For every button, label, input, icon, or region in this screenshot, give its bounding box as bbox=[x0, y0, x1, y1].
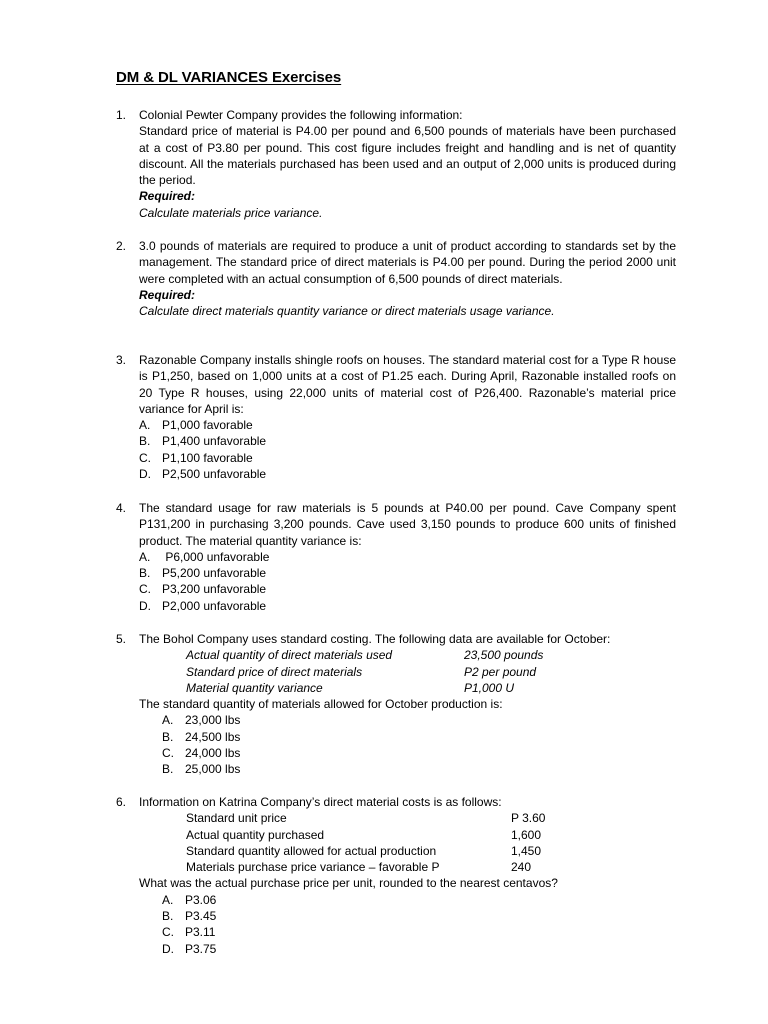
option-letter: A. bbox=[139, 549, 151, 564]
option-letter: B. bbox=[139, 434, 151, 449]
answer-option bbox=[139, 450, 676, 466]
data-row bbox=[139, 647, 676, 663]
answer-option bbox=[162, 745, 676, 761]
answer-option bbox=[139, 581, 676, 597]
data-row-label: Actual quantity of direct materials used bbox=[186, 648, 393, 663]
option-letter: A. bbox=[162, 892, 174, 907]
answer-option bbox=[139, 466, 676, 482]
data-row-label: Standard unit price bbox=[186, 811, 287, 826]
option-text: 23,000 lbs bbox=[185, 713, 241, 728]
option-letter: B. bbox=[139, 566, 151, 581]
option-text: P1,400 unfavorable bbox=[162, 434, 267, 449]
answer-option bbox=[139, 417, 676, 433]
option-text: P1,100 favorable bbox=[162, 450, 253, 465]
question-number: 6. bbox=[116, 795, 127, 809]
option-letter: D. bbox=[139, 467, 151, 482]
option-letter: B. bbox=[162, 729, 174, 744]
required-label: Required: bbox=[139, 287, 196, 302]
required-label: Required: bbox=[139, 189, 196, 204]
option-letter: B. bbox=[162, 909, 174, 924]
data-row bbox=[139, 843, 676, 859]
option-text: P6,000 unfavorable bbox=[162, 549, 270, 564]
data-row-value: 1,450 bbox=[511, 843, 542, 858]
question-number: 5. bbox=[116, 632, 127, 646]
option-text: P3,200 unfavorable bbox=[162, 582, 267, 597]
question-number: 1. bbox=[116, 108, 127, 122]
answer-option bbox=[139, 549, 676, 565]
question-5 bbox=[116, 631, 676, 778]
answer-option bbox=[162, 908, 676, 924]
option-text: P2,000 unfavorable bbox=[162, 598, 267, 613]
question-number: 3. bbox=[116, 353, 127, 367]
data-row-value: 1,600 bbox=[511, 827, 542, 842]
option-letter: C. bbox=[139, 450, 151, 465]
data-row-value: 240 bbox=[511, 860, 532, 875]
question-paragraph: The standard usage for raw materials is 5 pounds at P40.00 per pound. Cave Company spent P131,200 in purchasing 3,200 pounds. Cave used 3,150 pounds to produce 600 units of finished product. The material quantity variance is: bbox=[139, 501, 676, 548]
data-row bbox=[139, 664, 676, 680]
question-intro: Colonial Pewter Company provides the following information: bbox=[139, 108, 463, 122]
page-title: DM & DL VARIANCES Exercises bbox=[116, 69, 342, 86]
question-3 bbox=[116, 352, 676, 482]
option-letter: D. bbox=[162, 941, 174, 956]
data-row-value: P1,000 U bbox=[464, 680, 515, 695]
option-letter: A. bbox=[139, 418, 151, 433]
option-letter: B. bbox=[162, 762, 174, 777]
answer-option bbox=[139, 598, 676, 614]
data-row bbox=[139, 827, 676, 843]
option-text: P1,000 favorable bbox=[162, 418, 253, 433]
data-row-value: 23,500 pounds bbox=[464, 648, 544, 663]
required-text: Calculate direct materials quantity variance or direct materials usage variance. bbox=[139, 304, 555, 319]
option-text: P3.75 bbox=[185, 941, 217, 956]
answer-option bbox=[162, 924, 676, 940]
question-paragraph: Razonable Company installs shingle roofs on houses. The standard material cost for a Type R house is P1,250, based on 1,000 units at a cost of P1.25 each. During April, Razonable installed roofs on 20 Type R houses, using 22,000 units of material cost of P26,400. Razonable’s material price variance for April is: bbox=[139, 353, 676, 416]
answer-option bbox=[139, 433, 676, 449]
option-letter: C. bbox=[162, 925, 174, 940]
option-text: P5,200 unfavorable bbox=[162, 566, 267, 581]
question-prompt: What was the actual purchase price per unit, rounded to the nearest centavos? bbox=[139, 876, 558, 891]
answer-option bbox=[162, 761, 676, 777]
question-paragraph: Standard price of material is P4.00 per pound and 6,500 pounds of materials have been purchased at a cost of P3.80 per pound. This cost figure includes freight and handling and is net of quantity discount. All the materials purchased has been used and an output of 2,000 units is produced during the period. bbox=[139, 124, 676, 188]
data-row-value: P2 per pound bbox=[464, 664, 537, 679]
answer-option bbox=[162, 712, 676, 728]
question-2 bbox=[116, 238, 676, 319]
data-row bbox=[139, 810, 676, 826]
data-row-label: Standard quantity allowed for actual production bbox=[186, 843, 437, 858]
data-row-label: Materials purchase price variance – favorable P bbox=[186, 860, 440, 875]
data-row-label: Standard price of direct materials bbox=[186, 664, 363, 679]
question-prompt: The standard quantity of materials allowed for October production is: bbox=[139, 697, 503, 712]
option-text: P3.06 bbox=[185, 892, 217, 907]
option-text: P3.45 bbox=[185, 909, 217, 924]
answer-option bbox=[162, 892, 676, 908]
option-text: 24,500 lbs bbox=[185, 729, 241, 744]
question-intro: The Bohol Company uses standard costing. The following data are available for October: bbox=[139, 632, 611, 646]
answer-option bbox=[162, 941, 676, 957]
question-number: 2. bbox=[116, 239, 127, 253]
data-row bbox=[139, 680, 676, 696]
question-1 bbox=[116, 107, 676, 221]
question-paragraph: 3.0 pounds of materials are required to produce a unit of product according to standards set by the management. The standard price of direct materials is P4.00 per pound. During the period 2000 unit were completed with an actual consumption of 6,500 pounds of direct materials. bbox=[139, 239, 676, 286]
question-intro: Information on Katrina Company’s direct material costs is as follows: bbox=[139, 795, 502, 809]
option-letter: A. bbox=[162, 713, 174, 728]
option-text: 24,000 lbs bbox=[185, 746, 241, 761]
option-letter: D. bbox=[139, 598, 151, 613]
required-text: Calculate materials price variance. bbox=[139, 205, 323, 220]
option-text: 25,000 lbs bbox=[185, 762, 241, 777]
option-letter: C. bbox=[139, 582, 151, 597]
question-6 bbox=[116, 794, 676, 957]
question-4 bbox=[116, 500, 676, 614]
data-row-label: Actual quantity purchased bbox=[186, 827, 325, 842]
option-text: P3.11 bbox=[185, 925, 216, 940]
option-letter: C. bbox=[162, 746, 174, 761]
data-row-label: Material quantity variance bbox=[186, 680, 323, 695]
answer-option bbox=[139, 565, 676, 581]
data-row-value: P 3.60 bbox=[511, 811, 546, 826]
option-text: P2,500 unfavorable bbox=[162, 467, 267, 482]
question-number: 4. bbox=[116, 501, 127, 515]
answer-option bbox=[162, 729, 676, 745]
data-row bbox=[139, 859, 676, 875]
